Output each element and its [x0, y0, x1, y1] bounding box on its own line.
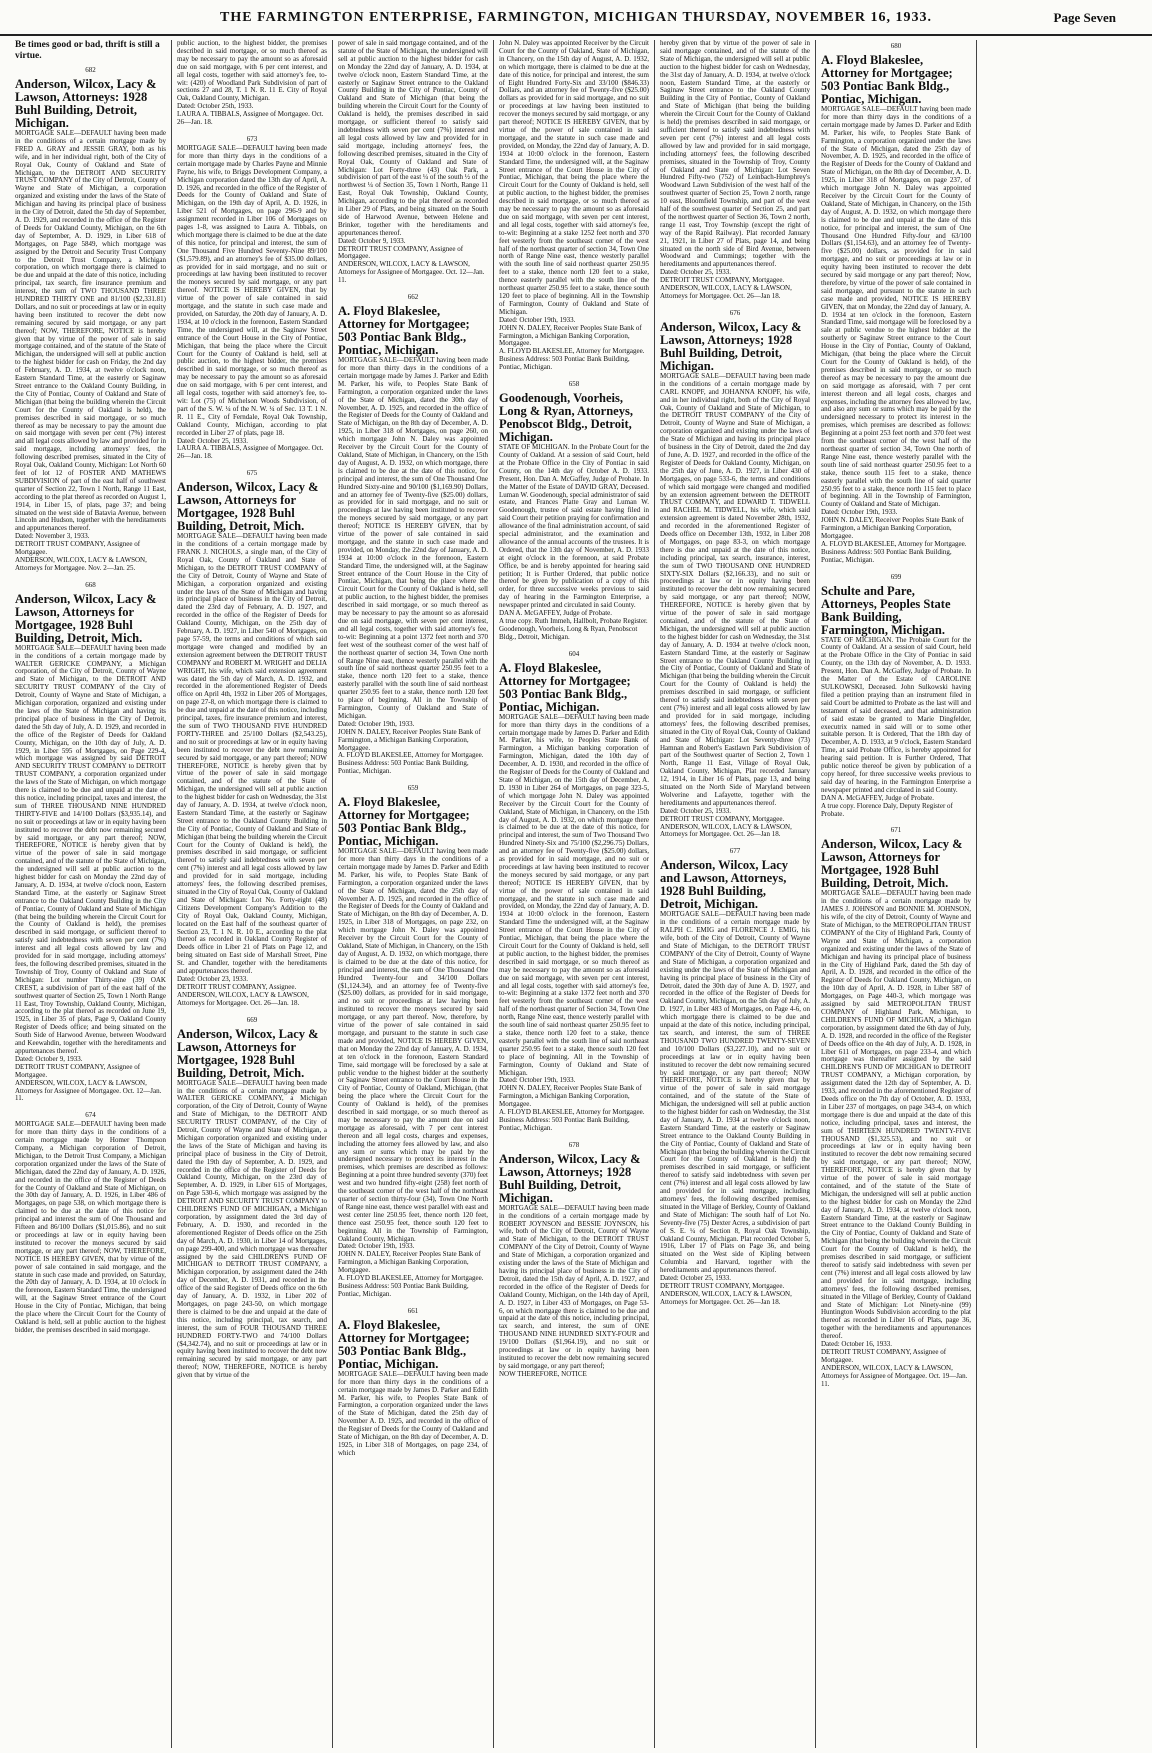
- notice-signature: Dated: October 23, 1933. DETROIT TRUST COMPANY, Assignee. ANDERSON, WILCOX, LACY & LAWSON, Attorneys for Mortgagee. Oct. 26—Jan. 18.: [177, 974, 309, 1007]
- notice-signature: Dated: October 19th, 1933. JOHN N. DALEY, Receiver Peoples State Bank of Farmington, a Michigan Banking Corporation, Mortgagee. A. FLOYD BLAKESLEE, Attorney for Mortgagee. Business Address: 503 Pontiac Bank Building, Pontiac, Michigan.: [499, 315, 645, 372]
- notice: [177, 1016, 327, 1380]
- notice-number: 604: [568, 649, 580, 658]
- notice-heading: Anderson, Wilcox, Lacy & Lawson, Attorneys for Mortgagee, 1928 Buhl Building, Detroit, Mich.: [821, 837, 963, 891]
- masthead: [0, 0, 1152, 36]
- notice: [338, 40, 488, 285]
- notice-body: MORTGAGE SALE—DEFAULT having been made for more than thirty days in the conditions of a certain mortgage made by James D. Parker and Edith M. Parker, his wife, to Peoples State Bank of Farmington, a corporation organized under the laws of the State of Michigan, dated the 25th day of November A. D. 1925, and recorded in the office of the Register of Deeds for the County of Oakland and State of Michigan, on the 8th day of December, A. D. 1925, in Liber 318 of Mortgages, on page 232, on which mortgage John N. Daley was appointed Receiver by the Circuit Court for the County of Oakland, State of Michigan, in Chancery, on the 15th day of August, A. D. 1932, on which mortgage, there is claimed to be due at the date of this notice, for principal and interest, the sum of One Thousand One Hundred Twenty-four and 34/100 Dollars ($1,124.34), and an attorney fee of Twenty-five ($25.00) dollars, as provided for in said mortgage, and no suit or proceedings at law having been instituted to recover the moneys secured by said mortgage, or any part thereof. Now, therefore, by virtue of the power of sale contained in said mortgage, and pursuant to the statute in such case made and provided, NOTICE IS HEREBY GIVEN, that on Monday the 22nd day of January, A. D. 1934, at ten o'clock in the forenoon, Eastern Standard Time, said mortgage will be foreclosed by a sale at public vendue to the highest bidder at the southerly or Saginaw Street entrance to the Court House in the City of Pontiac, County of Oakland, Michigan, (that being the place where the Circuit Court for the County of Oakland is held), of the premises described in said mortgage, or so much thereof as may be necessary to pay the amount due on said mortgage as aforesaid, with 7 per cent interest thereon and all legal costs, charges and expenses, including the attorney fees allowed by law, and also any sum or sums which may be paid by the undersigned necessary to protect its interest in the premises, which premises are described as follows: Beginning at a point three hundred seventy (370) feet west and two hundred fifty-eight (258) feet north of the southeast corner of the west half of the northeast quarter of section thirty-four (34), Town One North of Range nine east, thence west parallel with east and west center line 250.95 feet, thence north 120 feet, thence east 250.95 feet, thence south 120 feet to beginning. All in the Township of Farmington, Oakland County, Michigan.: [338, 847, 488, 1243]
- notice-signature: Dated: October 25, 1933. DETROIT TRUST COMPANY, Mortgagee. ANDERSON, WILCOX, LACY & LAWSON, Attorneys for Mortgagee. Oct. 26—Jan 18.: [660, 1274, 792, 1306]
- notice-number: 671: [890, 826, 902, 835]
- notice-signature: Dated: November 3, 1933. DETROIT TRUST COMPANY, Assignee of Mortgagee. ANDERSON, WILCOX, LACY & LAWSON, Attorneys for Mortgagee. Nov. 2—Jan. 25.: [15, 532, 147, 572]
- notice: [660, 40, 810, 301]
- notice-heading: A. Floyd Blakeslee, Attorney for Mortgagee; 503 Pontiac Bank Bldg., Pontiac, Michigan.: [338, 795, 470, 849]
- notice-number: 669: [246, 1015, 258, 1024]
- notice-signature: Dated: October 19th, 1933. JOHN N. DALEY, Receiver Peoples State Bank of Farmington, a Michigan Banking Corporation, Mortgagee. A. FLOYD BLAKESLEE, Attorney for Mortgagee. Business Address: 503 Pontiac Bank Building, Pontiac, Michigan.: [499, 1076, 645, 1132]
- notice-body: John N. Daley was appointed Receiver by the Circuit Court for the County of Oakland, State of Michigan, in Chancery, on the 15th day of August, A. D. 1932, on which mortgage, there is claimed to be due at the date of this notice, for principal and interest, the sum of Eight Hundred Forty-Six and 33/100 ($846.33) Dollars, and an attorney fee of Twenty-five ($25.00) dollars as provided for in said mortgage, and no suit or proceedings at law having been instituted to recover the moneys secured by said mortgage, or any part thereof; NOTICE IS HEREBY GIVEN, that by virtue of the power of sale contained in said mortgage, and the statute in such case made and provided, on Monday, the 22nd day of January, A. D. 1934 at 10:00 o'clock in the forenoon, Eastern Standard Time, the undersigned will, at the Saginaw Street entrance of the Court House in the City of Pontiac, Michigan, that being the place where the Circuit Court for the County of Oakland is held, sell at public auction, to the highest bidder, the premises described in said mortgage, or so much thereof as may be necessary to pay the amount so as aforesaid due on said mortgage, with seven per cent interest, and all legal costs, together with said attorney's fee, to-wit: Beginning at a stake 1252 feet north and 370 feet westerly from the southeast corner of the west half of the northeast quarter of section 34, Town One north of Range Nine east, thence westerly parallel with the south line of said northeast quarter 250.95 feet to a stake, thence north 120 feet to a stake, thence easterly parallel with the south line of the northeast quarter 250.95 feet to a stake, thence south 120 feet to place of beginning. All in the Township of Farmington, County of Oakland and State of Michigan.: [499, 40, 649, 316]
- notice: [15, 581, 166, 1104]
- column-6: [815, 40, 976, 1748]
- notice-signature: Dated: October 25th, 1933. LAURA A. TIBBALS, Assignee of Mortgagee. Oct. 26—Jan. 18.: [177, 102, 324, 127]
- notice-heading: Anderson, Wilcox, Lacy & Lawson, Attorneys for Mortgagee, 1928 Buhl Building, Detroit, Mich.: [177, 480, 319, 534]
- notice-number: 658: [568, 380, 580, 389]
- page-number: Page Seven: [1053, 10, 1116, 25]
- notice-heading: Goodenough, Voorheis, Long & Ryan, Attorneys, Penobscot Bldg., Detroit, Michigan.: [499, 391, 633, 445]
- notice-heading: Anderson, Wilcox, Lacy & Lawson, Attorneys: 1928 Buhl Building, Detroit, Michigan.: [15, 77, 157, 130]
- notice: [821, 573, 971, 819]
- notice-body: MORTGAGE SALE—DEFAULT having been made for more than thirty days in the conditions of a certain mortgage made by Charles Payne and Minnie Payne, his wife, to Briggs Development Company, a Michigan corporation dated the 13th day of April, A. D. 1926, and recorded in the office of the Register of Deeds for the County of Oakland and State of Michigan, on the 19th day of April, A. D. 1926, in Liber 521 of Mortgages, on page 296-9 and by assignment recorded in Liber 106 of Mortgages on pages 1-8, was assigned to Laura A. Tibbals, on which mortgage there is claimed to be due at the date of this notice, for principal and interest, the sum of One Thousand Five Hundred Seventy-Nine 89/100 ($1,579.89), and an attorney's fee of $35.00 dollars, as provided for in said mortgage, and no suit or proceedings at law having been instituted to recover the moneys secured by said mortgage, or any part thereof. NOTICE IS HEREBY GIVEN, that by virtue of the power of sale contained in said mortgage, and the statute in such case made and provided, on Saturday, the 20th day of January, A. D. 1934, at 10 o'clock in the forenoon, Eastern Standard Time, the undersigned will, at the Saginaw Street entrance of the Court House in the City of Pontiac, Michigan, that being the place where the Circuit Court for the County of Oakland is held, sell at public auction, to the highest bidder, the premises described in said mortgage, or so much thereof as may be necessary to pay the amount so as aforesaid due on said mortgage, with 6 per cent interest, and all legal costs, together with said attorney's fee, to-wit: Lot (75) of Michelson Woods Subdivision, of part of the S. W. ¼ of the N. W. ¼ of Sec. 13 T. 1 N. R. 11 E., City of Ferndale, Royal Oak Township, Oakland County, Michigan, according to plat recorded in Liber 27 of plats, page 18.: [177, 143, 327, 437]
- notice: [499, 1141, 649, 1379]
- notice-body: MORTGAGE SALE—DEFAULT having been made for more than thirty days in the conditions of a certain mortgage made by James D. Parker and Edith M. Parker, his wife, to Peoples State Bank of Farmington, a corporation organized under the laws of the State of Michigan, dated the 25th day of November, A. D. 1925, and recorded in the office of the Register of Deeds for the County of Oakland and State of Michigan, on the 8th day of December, A. D. 1925, in Liber 318 of Mortgages, on page 237, of which mortgage John N. Daley was appointed Receiver by the Circuit Court for the County of Oakland, State of Michigan, in Chancery, on the 15th day of August, A. D. 1932, on which mortgage there is claimed to be due and unpaid at the date of this notice, for principal and interest, the sum of One Thousand One Hundred Fifty-four and 63/100 Dollars ($1,154.63), and an attorney fee of Twenty-five ($25.00) dollars, as provided for in said mortgage, and no suit or proceedings at law or in equity having been instituted to recover the debt secured by said mortgage or any part thereof; Now, therefore, by virtue of the power of sale contained in said mortgage, and pursuant to the statute in such case made and provided, NOTICE IS HEREBY GIVEN, that on Monday, the 22nd day of January, A. D. 1934 at ten o'clock in the forenoon, Eastern Standard Time, said mortgage will be foreclosed by a sale at public vendue to the highest bidder at the southerly or Saginaw Street entrance to the Court House in the City of Pontiac, County of Oakland, Michigan, (that being the place where the Circuit Court for the County of Oakland is held), of the premises described in said mortgage, or so much thereof as may be necessary to pay the amount due on said mortgage as aforesaid, with 7 per cent interest thereon and all legal costs, charges and expenses, including the attorney fees allowed by law, and also any sum or sums which may be paid by the undersigned necessary to protect its interest in the premises, which premises are described as follows: Beginning at a point 253 feet north and 370 feet west from the southeast corner of the west half of the northeast quarter of section 34, Town One north of Range Nine east, thence westerly parallel with the south line of said northeast quarter 250.95 feet to a stake, thence south 115 feet to a stake, thence easterly parallel with the south line of said quarter 250.95 feet to a stake, thence north 115 feet to place of beginning. All in the Township of Farmington, County of Oakland and State of Michigan.: [821, 105, 971, 509]
- notice: [821, 826, 971, 1388]
- notice: [660, 847, 810, 1306]
- notice: [338, 293, 488, 776]
- notice-body: MORTGAGE SALE—DEFAULT having been made in the conditions of a certain mortgage made by CARL KNOPF, and JOHANNA KNOPF, his wife, and in her individual right, both of the City of Royal Oak, County of Oakland and State of Michigan, to the DETROIT TRUST COMPANY of the City of Detroit, County of Wayne and State of Michigan, a corporation organized and existing under the laws of the State of Michigan and having its principal place of business in the City of Detroit, dated the 2nd day of June, A. D. 1927, and recorded in the office of the Register of Deeds for Oakland County, Michigan, on the 25th day of June, A. D. 1927, in Liber 430 of Mortgages, on page 533-6, the terms and conditions of which said mortgage were changed and modified by an extension agreement between the DETROIT TRUST COMPANY, and EDWARD T. TIDWELL and RACHEL M. TIDWELL, his wife, which said extension agreement is dated November 28th, 1932, and recorded in the aforementioned Register of Deeds office on December 13th, 1932, in Liber 208 of Mortgages, on page 83-3, on which mortgage there is due and unpaid at the date of this notice, including principal, tax search, insurance, interest, the sum of TWO THOUSAND ONE HUNDRED SIXTY-SIX Dollars ($2,166.33), and no suit or proceedings at law or in equity having been instituted to recover the debt now remaining secured by said mortgage, or any part thereof; NOW, THEREFORE, NOTICE is hereby given that by virtue of the power of sale in said mortgage contained, and of the statute of the State of Michigan, the undersigned will sell at public auction to the highest bidder for cash on Wednesday, the 31st day of January, A. D. 1934 at twelve o'clock noon, Eastern Standard Time, at the easterly or Saginaw Street entrance to the Oakland County Building in the City of Pontiac, County of Oakland and State of Michigan (that being the building wherein the Circuit Court for the County of Oakland is held) the premises described in said mortgage, or sufficient thereof to satisfy said indebtedness with seven per cent (7%) interest and all legal costs allowed by law and provided for in said mortgage, including attorneys' fees, the following described premises, situated in the City of Royal Oak, County of Oakland and State of Michigan: Lot Seventy-three (73) Hamnan and Robert's Eastlawn Park Subdivision of part of the Southwest quarter of Section 2, Town 1 North, Range 11 East, Village of Royal Oak, Oakland County, Michigan, Plat recorded January 12, 1914, in Liber 16 of Plats, page 13, and being situated on the North Side of Maryland between Wolverine and Lafayette, together with the hereditaments and appurtenances thereof.: [660, 371, 810, 807]
- notice-heading: A. Floyd Blakeslee, Attorney for Mortgagee; 503 Pontiac Bank Bldg., Pontiac, Michigan.: [338, 1317, 470, 1371]
- notice: [338, 1307, 488, 1458]
- notice-number: 676: [729, 308, 741, 317]
- notice: [177, 40, 327, 127]
- notice-number: 673: [246, 134, 258, 143]
- notice-number: 678: [568, 1140, 580, 1149]
- notice-body: hereby given that by virtue of the power of sale in said mortgage contained, and of the statute of the State of Michigan, the undersigned will sell at public auction to the highest bidder for cash on Wednesday, the 31st day of January, A. D. 1934, at twelve o'clock noon, Eastern Standard Time, at the easterly or Saginaw Street entrance to the Oakland County Building in the City of Pontiac, County of Oakland and State of Michigan (that being the building wherein the Circuit Court for the County of Oakland is held) the premises described in said mortgage, or sufficient thereof to satisfy said indebtedness with seven per cent (7%) interest and all legal costs allowed by law and provided for in said mortgage, including attorneys' fees, the following described premises, situated in the Township of Troy, County of Oakland and State of Michigan: Lot Seven Hundred Fifty-two (752) of Leinbach-Humphrey's Woodward Lawn Subdivision of the west half of the southwest quarter of Section 25, Town 2 north, range 10 east, Bloomfield Township, and part of the west half of the southwest quarter of Section 25, and part of the northwest quarter of Section 36, Town 2 north, range 11 east, Troy Township (except the right of way of the Rapid Railway). Plat recorded January 21, 1921, in Liber 27 of Plats, page 14, and being situated on the north side of Bird Avenue, between Woodward and Cummings; together with the hereditaments and appurtenances thereof.: [660, 40, 810, 269]
- notice-number: 682: [85, 66, 96, 74]
- notice-body: MORTGAGE SALE—DEFAULT having been made in the conditions of a certain mortgage made by WALTER GERICKE COMPANY, a Michigan corporation, of the City of Detroit, County of Wayne and State of Michigan, to the DETROIT AND SECURITY TRUST COMPANY of the City of Detroit, County of Wayne and State of Michigan, a Michigan corporation, organized and existing under the laws of the State of Michigan and having its principal place of business in the City of Detroit, dated the 5th day of July, A. D. 1929, and recorded in the office of the Register of Deeds for Oakland County, Michigan, on the 10th day of July, A. D. 1929, in Liber 595 of Mortgages, on Page 229-4, which mortgage was assigned by said DETROIT AND SECURITY TRUST COMPANY to DETROIT TRUST COMPANY, a corporation organized under the laws of the State of Michigan, on which mortgage there is claimed to be due and unpaid at the date of this notice, including principal, taxes and interest, the sum of THREE THOUSAND NINE HUNDRED THIRTY-FIVE and 14/100 Dollars ($3,935.14), and no suit or proceedings at law or in equity having been instituted to recover the debt now remaining secured by said mortgage, or any part thereof; NOW, THEREFORE, NOTICE is hereby given that by virtue of the power of sale in said mortgage contained, and of the statute of the State of Michigan, the undersigned will sell at public auction to the highest bidder for cash on Monday the 22nd day of January, A. D. 1934, at twelve o'clock noon, Eastern Standard Time, at the easterly or Saginaw Street entrance to the Oakland County Building in the City of Pontiac, County of Oakland and State of Michigan (that being the building wherein the Circuit Court for the County of Oakland is held), the premises described in said mortgage, or sufficient thereof to satisfy said indebtedness with seven per cent (7%) interest and all legal costs allowed by law and provided for in said mortgage, including attorneys' fees, the following described premises, situated in the Township of Troy, County of Oakland and State of Michigan: Lot number Thirty-nine (39) OAK CREST, a subdivision of part of the east half of the southwest quarter of Section 25, Town 1 North Range 11 East, Troy Township, Oakland County, Michigan, according to the plat thereof as recorded on June 19, 1925, in Liber 35 of plats, Page 9, Oakland County Register of Deeds office; and being situated on the South Side of Harwood Avenue, between Woodward and Keewahdin, together with the hereditaments and appurtenances thereof.: [15, 643, 166, 1055]
- notice-signature: Dated: October 19th, 1933. JOHN N. DALEY, Receiver Peoples State Bank of Farmington, a Michigan Banking Corporation, Mortgagee. A. FLOYD BLAKESLEE, Attorney for Mortgagee. Business Address: 503 Pontiac Bank Building, Pontiac, Michigan.: [338, 1242, 484, 1298]
- notice-signature: Dated: October 25, 1933. LAURA A. TIBBALS, Assignee of Mortgagee. Oct. 26—Jan. 18.: [177, 436, 324, 461]
- notice: [499, 650, 649, 1133]
- notice-heading: Anderson, Wilcox, Lacy & Lawson, Attorneys for Mortgagee, 1928 Buhl Building, Detroit, Mich.: [177, 1026, 319, 1080]
- notice-body: public auction, to the highest bidder, the premises described in said mortgage, or so much thereof as may be necessary to pay the amount so as aforesaid due on said mortgage, with 6 per cent interest, and all legal costs, together with said attorney's fee, to-wit: (420) of Woodland Park Subdivision of part of sections 27 and 28, T. 1 N. R. 11 E. City of Royal Oak, Oakland County, Michigan.: [177, 40, 327, 103]
- notice-body: MORTGAGE SALE—DEFAULT having been made in the conditions of a certain mortgage made by JAMES J. JOHNSON and BONNIE M. JOHNSON, his wife, of the city of Detroit, County of Wayne and State of Michigan, to the METROPOLITAN TRUST COMPANY of the City of Highland Park, County of Wayne and State of Michigan, a corporation organized and existing under the laws of the State of Michigan and having its principal place of business in the City of Highland Park, dated the 5th day of April, A. D. 1928, and recorded in the office of the Register of Deeds for Oakland County, Michigan, on the 10th day of April, A. D. 1928, in Liber 587 of Mortgages, on Page 440-3, which mortgage was assigned by said METROPOLITAN TRUST COMPANY of Highland Park, Michigan, to CHILDREN'S FUND OF MICHIGAN, a Michigan corporation, by assignment dated the 6th day of July, A. D. 1928, and recorded in the office of the Register of Deeds office on the 4th day of July, A. D. 1928, in Liber 611 of Mortgages, on page 233-4, and which mortgage was thereafter assigned by the said CHILDREN'S FUND OF MICHIGAN to DETROIT TRUST COMPANY, a Michigan corporation, by assignment dated the 12th day of September, A. D. 1933, and recorded in the aforementioned Register of Deeds office on the 7th day of October, A. D. 1933, in Liber 237 of mortgages, on page 343-4, on which mortgage there is due and unpaid at the date of this notice, including principal, taxes and interest, the sum of THIRTEEN HUNDRED TWENTY-FIVE THOUSAND ($1,325.53), and no suit or proceedings at law or in equity having been instituted to recover the debt now remaining secured by said mortgage, or any part thereof; NOW, THEREFORE, NOTICE is hereby given that by virtue of the power of sale in said mortgage contained, and of the statute of the State of Michigan, the undersigned will sell at public auction to the highest bidder for cash on Monday the 22nd day of January, A. D. 1934, at twelve o'clock noon, Eastern Standard Time, at the easterly or Saginaw Street entrance to the Oakland County Building in the City of Pontiac, County of Oakland and State of Michigan (that being the building wherein the Circuit Court for the County of Oakland is held), the premises described in said mortgage, or sufficient thereof to satisfy said indebtedness with seven per cent (7%) interest and all legal costs allowed by law and provided for in said mortgage, including attorneys' fees, the following described premises, situated in the Village of Berkley, County of Oakland and State of Michigan: Lot Ninety-nine (99) Huntington Woods Subdivision according to the plat thereof as recorded in Liber 16 of Plats, page 36, together with the hereditaments and appurtenances thereof.: [821, 889, 971, 1341]
- notice: [338, 784, 488, 1299]
- notice-body: power of sale in said mortgage contained, and of the statute of the State of Michigan, the undersigned will sell at public auction to the highest bidder for cash on Monday the 22nd day of January, A. D. 1934, at twelve o'clock noon, Eastern Standard Time, at the easterly or Saginaw Street entrance to the Oakland County Building in the City of Pontiac, County of Oakland and State of Michigan (that being the building wherein the Circuit Court for the County of Oakland is held), the premises described in said mortgage, or sufficient thereof to satisfy said indebtedness with seven per cent (7%) interest and all legal costs allowed by law and provided for in said mortgage, including attorneys' fees, the following described premises, situated in the City of Royal Oak, County of Oakland and State of Michigan: Lot Forty-three (43) Oak Park, a subdivision of part of the east ¼ of the south ½ of the northwest ¼ of Section 35, Town 1 North, Range 11 East, Royal Oak Township, Oakland County, Michigan, according to the plat thereof as recorded in Liber 29 of Plats, and being situated on the South side of Harwood Avenue, between Helene and Brinker, together with the hereditaments and appurtenances thereof.: [338, 40, 488, 237]
- notice-body: MORTGAGE SALE—DEFAULT having been made for more than thirty days in the conditions of a certain mortgage made by Homer Thompson Company, a Michigan corporation of Detroit, Michigan, to the Detroit Trust Company, a Michigan corporation organized under the laws of the State of Michigan, dated the 22nd day of January, A. D. 1926, and recorded in the office of the Register of Deeds for the County of Oakland and State of Michigan, on the 30th day of January, A. D. 1926, in Liber 486 of Mortgages, on page 538, on which mortgage there is claimed to be due at the date of this notice for principal and interest the sum of One Thousand and Fifteen and 86/100 Dollars ($1,015.86), and no suit or proceedings at law or in equity having been instituted to recover the moneys secured by said mortgage, or any part thereof; NOW, THEREFORE, NOTICE IS HEREBY GIVEN, that by virtue of the power of sale contained in said mortgage, and the statute in such case made and provided, on Saturday, the 20th day of January, A. D. 1934, at 10 o'clock in the forenoon, Eastern Standard Time, the undersigned will, at the Saginaw Street entrance of the Court House in the City of Pontiac, Michigan, that being the place where the Circuit Court for the County of Oakland is held, sell at public auction to the highest bidder, the premises described in said mortgage.: [15, 1120, 166, 1334]
- column-4: [493, 40, 654, 1748]
- notice-body: MORTGAGE SALE—DEFAULT having been made for more than thirty days in the conditions of a certain mortgage made by James J. Parker and Edith M. Parker, his wife, to Peoples State Bank of Farmington, a corporation organized under the laws of the State of Michigan, dated the 30th day of November, A. D. 1925, and recorded in the office of the Register of Deeds for the County of Oakland and State of Michigan, on the 8th day of December, A. D. 1925, in Liber 318 of Mortgages, on page 260, on which mortgage John N. Daley was appointed Receiver by the Circuit Court for the County of Oakland, State of Michigan, in Chancery, on the 15th day of August, A. D. 1932, on which mortgage, there is claimed to be due at the date of this notice, for principal and interest, the sum of One Thousand One Hundred Sixty-nine and 90/100 ($1,169.90) Dollars, and an attorney fee of Twenty-five ($25.00) dollars, as provided for in said mortgage, and no suit or proceedings at law having been instituted to recover the moneys secured by said mortgage, or any part thereof; NOTICE IS HEREBY GIVEN, that by virtue of the power of sale contained in said mortgage, and the statute in such case made and provided, on Monday, the 22nd day of January, A. D. 1934 at 10:00 o'clock in the forenoon, Eastern Standard Time, the undersigned will, at the Saginaw Street entrance of the Court House in the City of Pontiac, Michigan, that being the place where the Circuit Court for the County of Oakland is held, sell at public auction, to the highest bidder, the premises described in said mortgage, or so much thereof as may be necessary to pay the amount so as aforesaid due on said mortgage, with seven per cent interest, and all legal costs, together with said attorney's fee, to-wit: Beginning at a point 1372 feet north and 370 feet west of the southeast corner of the west half of the northeast quarter of section 34, Town One north of Range Nine east, thence westerly parallel with the south line of said northeast quarter 250.95 feet to a stake, thence north 120 feet to a stake, thence easterly parallel with the south line of said northeast quarter 250.95 feet to a stake, thence north 120 feet to place of beginning. All in the Township of Farmington, County of Oakland and State of Michigan.: [338, 356, 488, 720]
- notice: [15, 66, 166, 573]
- notice-body: MORTGAGE SALE—DEFAULT having been made in the conditions of a certain mortgage made by FRED A. GRAY and JESSIE GRAY, both as his wife, and in her individual right, both of the City of Royal Oak, County of Oakland and State of Michigan, to the DETROIT AND SECURITY TRUST COMPANY of the City of Detroit, County of Wayne and State of Michigan, a corporation organized and existing under the laws of the State of Michigan and having its principal place of business in the City of Detroit, dated the 5th day of September, A. D. 1929, and recorded in the office of the Register of Deeds for Oakland County, Michigan, on the 6th day of September, A. D. 1929, in Liber 618 of Mortgages, on Page 5849, which mortgage was assigned by the Detroit and Security Trust Company to the Detroit Trust Company, a Michigan corporation, on which mortgage there is claimed to be due and unpaid at the date of this notice, including principal, tax search, fire insurance premium and interest, the sum of TWO THOUSAND THREE HUNDRED THIRTY ONE and 81/100 ($2,331.81) Dollars, and no suit or proceedings at law or in equity having been instituted to recover the debt now remaining secured by said mortgage, or any part thereof; NOW, THEREFORE, NOTICE is hereby given that by virtue of the power of sale in said mortgage contained, and of the statute of the State of Michigan, the undersigned will sell at public auction to the highest bidder for cash on Friday, the 2nd day of February, A. D. 1934, at twelve o'clock noon, Eastern Standard Time, at the easterly or Saginaw Street entrance to the Oakland County Building, in the City of Pontiac, County of Oakland and State of Michigan (that being the building wherein the Circuit Court for the County of Oakland is held), the premises described in said mortgage, or so much thereof as may be necessary to pay the amount due on said mortgage with seven per cent (7%) interest and all legal costs allowed by law and provided for in said mortgage, including attorneys' fees, the following described premises, situated in the City of Royal Oak, Oakland County, Michigan: Lot North 60 feet of lot 12 of FOSTER AND MATHEWS SUBDIVISION of part of the east half of southwest quarter of Section 22, Town 1 North, Range 11 East, according to the plat thereof as recorded on August 1, 1914, in Liber 15, of plats, page 37; and being situated on the west side of Batavia Avenue, between Lincoln and Hudson, together with the hereditaments and appurtenances thereof.: [15, 129, 166, 533]
- notice-heading: A. Floyd Blakeslee, Attorney for Mortgagee; 503 Pontiac Bank Bldg., Pontiac, Michigan.: [821, 53, 953, 106]
- notice-signature: DAN A. McGAFFEY, Judge of Probate. A true copy. Florence Daly, Deputy Register of Probate.: [821, 793, 953, 818]
- notice-signature: Dated: October 19th, 1933. JOHN N. DALEY, Receiver Peoples State Bank of Farmington, a Michigan Banking Corporation, Mortgagee. A. FLOYD BLAKESLEE, Attorney for Mortgagee. Business Address: 503 Pontiac Bank Building, Pontiac, Michigan.: [821, 508, 967, 564]
- notice-heading: Schulte and Pare, Attorneys, Peoples State Bank Building, Farmington, Michigan.: [821, 583, 951, 637]
- column-5: [654, 40, 815, 1748]
- notice-number: 661: [407, 1306, 419, 1315]
- tagline: Be times good or bad, thrift is still a virtue.: [15, 40, 160, 61]
- notice-number: 677: [729, 847, 741, 856]
- notice-heading: Anderson, Wilcox, Lacy & Lawson, Attorneys; 1928 Buhl Building, Detroit, Michigan.: [660, 319, 802, 373]
- notice-signature: DAN A. McGAFFEY, Judge of Probate. A true copy. Ruth Immeh, Hallbolt, Probate Register. Goodenough, Voorheis, Long & Ryan, Penobscot Bldg., Detroit, Michigan.: [499, 609, 648, 641]
- notice: [177, 469, 327, 1007]
- notice-number: 659: [407, 784, 419, 793]
- columns: [10, 40, 1142, 1748]
- notice-body: MORTGAGE SALE—DEFAULT having been made in the conditions of a certain mortgage made by ROBERT JOYNSON and BESSIE JOYNSON, his wife, both of the City of Detroit, County of Wayne and State of Michigan, to the DETROIT TRUST COMPANY of the City of Detroit, County of Wayne and State of Michigan, a corporation organized and existing under the laws of the State of Michigan and having its principal place of business in the City of Detroit, dated the 15th day of April, A. D. 1927, and recorded in the office of the Register of Deeds for Oakland County, Michigan, on the 14th day of April, A. D. 1927, in Liber 433 of Mortgages, on Page 53-6, on which mortgage there is claimed to be due and unpaid at the date of this notice, including principal, tax search, and interest, the sum of ONE THOUSAND NINE HUNDRED SIXTY-FOUR and 19/100 Dollars ($1,964.19), and no suit or proceedings at law or in equity having been instituted to recover the debt now remaining secured by said mortgage, or any part thereof;: [499, 1203, 649, 1370]
- notice: [821, 42, 971, 565]
- notice-signature: Dated: October 9, 1933. DETROIT TRUST COMPANY, Assignee of Mortgagee. ANDERSON, WILCOX, LACY & LAWSON, Attorneys for Assignee of Mortgagee. Oct. 12—Jan. 11.: [338, 236, 485, 285]
- notice-heading: Anderson, Wilcox, Lacy & Lawson, Attorneys for Mortgagee, 1928 Buhl Building, Detroit, Mich.: [15, 591, 157, 645]
- notice-number: 699: [890, 572, 902, 581]
- notice-signature: Dated: October 16, 1933. DETROIT TRUST COMPANY, Assignee of Mortgagee. ANDERSON, WILCOX, LACY & LAWSON, Attorneys for Assignee of Mortgagee. Oct. 19—Jan. 11.: [821, 1340, 968, 1388]
- notice: [177, 135, 327, 461]
- notice: [15, 1111, 166, 1334]
- notice-heading: A. Floyd Blakeslee, Attorney for Mortgagee; 503 Pontiac Bank Bldg., Pontiac, Michigan.: [338, 304, 470, 358]
- notice: [499, 380, 649, 642]
- notice-body: STATE OF MICHIGAN. In the Probate Court for the County of Oakland. At a session of said Court, held at the Probate Office in the City of Pontiac in said County, on the 14th day of October A. D. 1933. Present, Hon. Dan A. McGaffey, Judge of Probate. In the Matter of the Estate of DAVID GRAY, Deceased. Luman W. Goodenough, special administrator of said estate, and Frances Platte Gray and Luman W. Goodenough, trustee of said estate having filed in said Court their petition praying for confirmation and allowance of the final administration account, of said special administrator, and the examination and allowance of the annual accounts of the trustees. It is Ordered, that the 13th day of November, A. D. 1933 at eight o'clock in the forenoon, at said Probate Office, be and is hereby appointed for hearing said petition; It is Further Ordered, that public notice thereof be given by publication of a copy of this order, for three successive weeks previous to said day of hearing in the Farmington Enterprise, a newspaper printed and circulated in said County.: [499, 443, 649, 610]
- notice-number: 675: [246, 469, 258, 478]
- notice-body: STATE OF MICHIGAN. The Probate Court for the County of Oakland. At a session of said Court, held at the Probate Office in the City of Pontiac in said County, on the 13th day of November, A. D. 1933. Present, Hon. Dan A. McGaffey, Judge of Probate. In the Matter of the Estate of CAROLINE SULKOWSKI, Deceased. John Sulkowski having filed a petition praying than an instrument filed in said Court be admitted to Probate as the last will and testament of said deceased, and that administration of said estate be granted to Marie Dingfelder, executrix named in said will or to some other suitable person. It is Ordered, That the 18th day of December, A. D. 1933, at 9 o'clock, Eastern Standard Time, at said Probate Office, is hereby appointed for hearing said petition. It is Further Ordered, That public notice thereof be given by publication of a copy hereof, for three successive weeks previous to said day of hearing, in the Farmington Enterprise a newspaper printed and circulated in said County.: [821, 635, 971, 794]
- notice-heading: A. Floyd Blakeslee, Attorney for Mortgagee; 503 Pontiac Bank Bldg., Pontiac, Michigan.: [499, 660, 631, 714]
- notice-heading: Anderson, Wilcox, Lacy and Lawson, Attorneys, 1928 Buhl Building, Detroit, Michigan.: [660, 858, 789, 912]
- notice-body: MORTGAGE SALE—DEFAULT having been made in the conditions of a certain mortgage made by WALTER GERICKE COMPANY, a Michigan corporation, of the City of Detroit, County of Wayne and State of Michigan, to the DETROIT AND SECURITY TRUST COMPANY, of the City of Detroit, County of Wayne and State of Michigan, a Michigan corporation organized and existing under the laws of the State of Michigan and having its principal place of business in the City of Detroit, dated the 19th day of September, A. D. 1929, and recorded in the office of the Register of Deeds for Oakland County, Michigan, on the 23rd day of September, A. D. 1929, in Liber 615 of Mortgages, on Page 530-6, which mortgage was assigned by the DETROIT AND SECURITY TRUST COMPANY to CHILDREN'S FUND OF MICHIGAN, a Michigan corporation, by assignment dated the 3rd day of February, A. D. 1930, and recorded in the aforementioned Register of Deeds office on the 25th day of March, A. D. 1930, in Liber 14 of Mortgages, on page 299-400, and which mortgage was thereafter assigned by the said CHILDREN'S FUND OF MICHIGAN to DETROIT TRUST COMPANY, a Michigan corporation, by assignment dated the 24th day of December, A. D. 1931, and recorded in the office of the said Register of Deeds office on the 6th day of January, A. D. 1932, in Liber 202 of Mortgages, on page 243-50, on which mortgage there is claimed to be due and unpaid at the date of this notice, including principal, tax search, and interest, the sum of FOUR THOUSAND THREE HUNDRED FORTY-TWO and 74/100 Dollars ($4,342.74), and no suit or proceedings at law or in equity having been instituted to recover the debt now remaining secured by said mortgage, or any part thereof; NOW, THEREFORE, NOTICE is hereby given that by virtue of the: [177, 1078, 327, 1380]
- notice: [499, 40, 649, 372]
- notice-number: 668: [85, 580, 96, 589]
- column-3: [332, 40, 493, 1748]
- notice-signature: Dated: October 9, 1933. DETROIT TRUST COMPANY, Assignee of Mortgagee. ANDERSON, WILCOX, LACY & LAWSON, Attorneys for Assignee of Mortgagee. Oct. 12—Jan. 11.: [15, 1054, 162, 1103]
- notice-number: 674: [85, 1111, 96, 1120]
- notice-body: MORTGAGE SALE—DEFAULT having been made for more than thirty days in the conditions of a certain mortgage made by James D. Parker and Edith M. Parker, his wife, to Peoples State Bank of Farmington, a corporation organized under the laws of the State of Michigan, dated the 25th day of November A. D. 1925, and recorded in the office of the Register of Deeds for the County of Oakland and State of Michigan, on the 8th day of December, A. D. 1925, in Liber 318 of Mortgages, on page 234, of which: [338, 1369, 488, 1457]
- notice-signature: Dated: October 25, 1933. DETROIT TRUST COMPANY, Mortgagee. ANDERSON, WILCOX, LACY & LAWSON, Attorneys for Mortgagee. Oct. 26—Jan 18.: [660, 806, 792, 839]
- notice-number: 662: [407, 293, 419, 302]
- notice-heading: Anderson, Wilcox, Lacy & Lawson, Attorneys; 1928 Buhl Building, Detroit, Michigan.: [499, 1151, 641, 1205]
- notice-body: MORTGAGE SALE—DEFAULT having been made for more than thirty days in the conditions of a certain mortgage made by James D. Parker and Edith M. Parker, his wife, to Peoples State Bank of Farmington, a Michigan banking corporation of Farmington, Michigan, dated the 10th day of December, A. D. 1930, and recorded in the office of the Register of Deeds for the County of Oakland and State of Michigan, on the 15th day of December, A. D. 1930 in Liber 264 of Mortgages, on page 323-5, of which mortgage John N. Daley was appointed Receiver by the Circuit Court for the County of Oakland, State of Michigan, in Chancery, on the 15th day of August, A. D. 1932, on which mortgage there is claimed to be due at the date of this notice, for principal and interest, the sum of Two Thousand Two Hundred Ninety-Six and 75/100 ($2,296.75) Dollars, and an attorney fee of Twenty-five ($25.00) dollars, as provided for in said mortgage, and no suit or proceedings at law having been instituted to recover the moneys secured by said mortgage, or any part thereof; NOTICE IS HEREBY GIVEN, that by virtue of the power of sale contained in said mortgage, and the statute in such case made and provided, on Monday, the 22nd day of January, A. D. 1934 at 10:00 o'clock in the forenoon, Eastern Standard Time the undersigned will, at the Saginaw Street entrance of the Court House in the City of Pontiac, Michigan, that being the place where the Circuit Court for the County of Oakland is held, sell at public auction, to the highest bidder, the premises described in said mortgage, or so much thereof as may be necessary to pay the amount so as aforesaid due on said mortgage, with seven per cent interest, and all legal costs, together with said attorney's fee, to-wit: Beginning at a stake 1372 feet north and 370 feet westerly from the southeast corner of the west half of the northeast quarter of Section 34, Town One north, Range Nine east, thence westerly parallel with the south line of said northeast quarter 250.95 feet to a stake, thence north 120 feet to a stake, thence easterly parallel with the south line of said northeast quarter 250.95 feet to a stake, thence south 120 feet to place of beginning. All in the Township of Farmington, County of Oakland and State of Michigan.: [499, 712, 649, 1077]
- notice-body: MORTGAGE SALE—DEFAULT having been made in the conditions of a certain mortgage made by FRANK J. NICHOLS, a single man, of the City of Royal Oak, County of Oakland and State of Michigan, to the DETROIT TRUST COMPANY of the City of Detroit, County of Wayne and State of Michigan, a corporation organized and existing under the laws of the State of Michigan and having its principal place of business in the City of Detroit, dated the 23rd day of February, A. D. 1927, and recorded in the office of the Register of Deeds for Oakland County, Michigan, on the 25th day of February, A. D. 1927, in Liber 540 of Mortgages, on page 57-59, the terms and conditions of which said mortgage were changed and modified by an extension agreement between the DETROIT TRUST COMPANY and ROBERT M. WRIGHT and DELIA WRIGHT, his wife, which said extension agreement was dated the 5th day of March, A. D. 1932, and recorded in the aforementioned Register of Deeds office on April 4th, 1932 in Liber 205 of Mortgages, on page 27-8, on which mortgage there is claimed to be due and unpaid at the date of this notice, including principal, taxes, fire insurance premium and interest, the sum of TWO THOUSAND FIVE HUNDRED FORTY-THREE and 25/100 Dollars ($2,543.25), and no suit or proceedings at law or in equity having been instituted to recover the debt now remaining secured by said mortgage, or any part thereof; NOW THEREFORE, NOTICE is hereby given that by virtue of the power of sale in said mortgage contained, and of the statute of the State of Michigan, the undersigned will sell at public auction to the highest bidder for cash on Wednesday, the 31st day of January, A. D. 1934, at twelve o'clock noon, Eastern Standard Time, at the easterly or Saginaw Street entrance to the Oakland County Building in the City of Pontiac, County of Oakland and State of Michigan (that being the building wherein the Circuit Court for the County of Oakland is held), the premises described in said mortgage, or sufficient thereof to satisfy said indebtedness with seven per cent (7%) interest and all legal costs allowed by law and provided for in said mortgage, including attorneys' fees, the following described premises, situated in the City of Royal Oak, County of Oakland and State of Michigan: Lot No. Forty-eight (48) Citizens Development Company's Addition to the City of Royal Oak, Oakland County, Michigan, located on the East half of the southeast quarter of Section 23, T. 1 N. R. 10 E., according to the plat thereof as recorded in Oakland County Register of Deeds office in Liber 21 of Plats on Page 12, and being situated on East side of Marshall Street, Pine St. and Chandler, together with the hereditaments and appurtenances thereof.: [177, 532, 327, 976]
- notice-number: 680: [890, 42, 902, 50]
- column-7: [976, 40, 1137, 1748]
- column-1: [10, 40, 171, 1748]
- notice-signature: Dated: October 25, 1933. DETROIT TRUST COMPANY, Mortgagee. ANDERSON, WILCOX, LACY & LAWSON, Attorneys for Mortgagee. Oct. 26—Jan 18.: [660, 268, 792, 300]
- notice-signature: NOW THEREFORE, NOTICE: [499, 1369, 587, 1378]
- column-2: [171, 40, 332, 1748]
- notice: [660, 309, 810, 839]
- notice-body: MORTGAGE SALE—DEFAULT having been made in the conditions of a certain mortgage made by RALPH C. EMIG and FLORENCE J. EMIG, his wife, both of the City of Detroit, County of Wayne and State of Michigan, to the DETROIT TRUST COMPANY of the City of Detroit, County of Wayne and State of Michigan, a corporation organized and existing under the laws of the State of Michigan and having its principal place of business in the City of Detroit, dated the 30th day of June A. D. 1927, and recorded in the office of the Register of Deeds for Oakland County, Michigan, on the 5th day of July, A. D. 1927, in Liber 483 of Mortgages, on Page 4-6, on which mortgage there is claimed to be due and unpaid at the date of this notice, including principal, tax search, and interest, the sum of THREE THOUSAND TWO HUNDRED TWENTY-SEVEN and 10/100 Dollars ($3,227.10), and no suit or proceedings at law or in equity having been instituted to recover the debt now remaining secured by said mortgage, or any part thereof; NOW THEREFORE, NOTICE is hereby given that by virtue of the power of sale in said mortgage contained, and of the statute of the State of Michigan, the undersigned will sell at public auction to the highest bidder for cash on Wednesday, the 31st day of January, A. D. 1934 at twelve o'clock noon, Eastern Standard Time, at the easterly or Saginaw Street entrance to the Oakland County Building in the City of Pontiac, County of Oakland and State of Michigan (that being the building wherein the Circuit Court for the County of Oakland is held) the premises described in said mortgage, or sufficient thereof to satisfy said indebtedness with seven per cent (7%) interest and all legal costs allowed by law and provided for in said mortgage, including attorneys' fees, the following described premises, situated in the Village of Berkley, County of Oakland and State of Michigan: The south half of Lot No. Seventy-five (75) Dexter Acres, a subdivision of part of S. E. ¼ of Section 8, Royal Oak Township, Oakland County, Michigan. Plat recorded October 5, 1916, Liber 17 of Plats on Page 36, and being situated on the West side of Kipling between Columbia and Harvard, together with the hereditaments and appurtenances thereof.: [660, 910, 810, 1275]
- notice-signature: Dated: October 19th, 1933. JOHN N. DALEY, Receiver Peoples State Bank of Farmington, a Michigan Banking Corporation, Mortgagee. A. FLOYD BLAKESLEE, Attorney for Mortgagee. Business Address: 503 Pontiac Bank Building, Pontiac, Michigan.: [338, 719, 484, 776]
- masthead-title: THE FARMINGTON ENTERPRISE, FARMINGTON, MICHIGAN THURSDAY, NOVEMBER 16, 1933.: [220, 10, 932, 25]
